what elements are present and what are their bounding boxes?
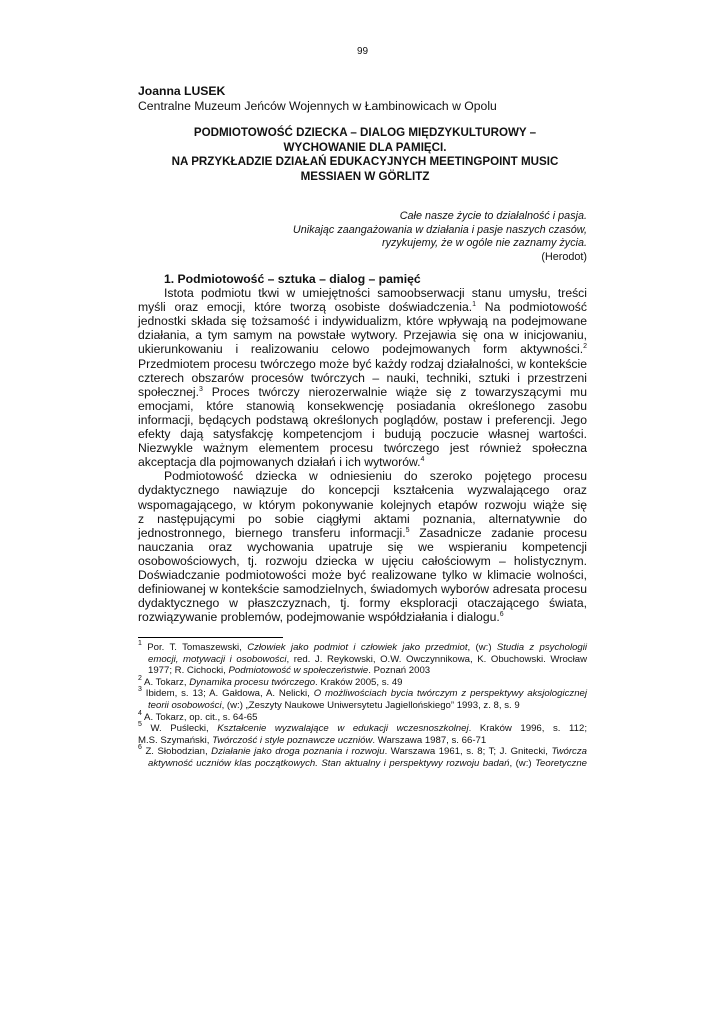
paragraph-line: z następującymi po sobie ciągłymi aktami poznania, alternatywnie do [138, 511, 587, 526]
paragraph-line: społecznej.$^3$ Proces twórczy nierozerwalnie wiąże się z towarzyszącymi mu [138, 384, 587, 399]
paragraph-line: efekty dają satysfakcję kompetencjom i budują poczucie własnej wartości. [138, 427, 587, 442]
author-name: Joanna LUSEK [138, 84, 226, 98]
author-block [138, 84, 497, 114]
epigraph-line: Unikając zaangażowania w działania i pasje naszych czasów, [292, 223, 587, 236]
article-title [140, 126, 590, 184]
paragraph-line: akceptacja dla pojmowanych działań i ich wytworów.$^4$ [138, 455, 425, 470]
paragraph-line: wspomagającego, w którym pokonywanie kolejnych etapów rozwoju wiąże się [138, 497, 587, 512]
footnote-cont: M.S. Szymański, Twórczość i style poznawcze uczniów. Warszawa 1987, s. 66-71 [138, 734, 487, 746]
title-line: MESSIAEN W GÖRLITZ [300, 169, 430, 183]
footnote-cont: teorii osobowości, (w:) „Zeszyty Naukowe Uniwersytetu Jagiellońskiego” 1993, z. 8, s. 9 [148, 699, 520, 711]
paragraph-line: Niezwykle ważnym elementem procesu twórczego jest również społeczna [138, 441, 587, 456]
epigraph-line: ryzykujemy, że w ogóle nie zaznamy życia. [381, 237, 587, 250]
section-heading: 1. Podmiotowość – sztuka – dialog – pamięć [164, 272, 421, 286]
footnote: $^5$ W. Puślecki, Kształcenie wyzwalające w edukacji wczesnoszkolnej. Kraków 1996, s. 112; [138, 721, 587, 735]
author-affiliation: Centralne Muzeum Jeńców Wojennych w Łambinowicach w Opolu [138, 99, 497, 113]
epigraph-source: (Herodot) [541, 251, 587, 264]
paragraph-line: ukierunkowaniu i realizowaniu celowo podejmowanych form aktywności.$^2$ [138, 342, 587, 357]
paragraph-line: Podmiotowość dziecka w odniesieniu do szeroko pojętego procesu [164, 469, 587, 484]
paragraph-line: Doświadczanie podmiotowości może być realizowane tylko w klimacie wolności, [138, 567, 587, 582]
footnote-ref: 5 [405, 526, 410, 534]
footnote: $^2$ A. Tokarz, Dynamika procesu twórczego. Kraków 2005, s. 49 [138, 674, 403, 688]
title-line: WYCHOWANIE DLA PAMIĘCI. [283, 140, 447, 154]
page-number: 99 [356, 46, 369, 57]
article-body [138, 272, 587, 624]
paragraph-line: rozwiązywanie problemów, podejmowanie współdziałania i dialogu.$^6$ [138, 610, 504, 625]
paragraph-line: definiowanej w kontekście samodzielnych, świadomych wyborów adresata procesu [138, 582, 587, 597]
paragraph-line: działania, a tym samym na powstałe wytwory. Przejawia się ona w inicjowaniu, [138, 328, 587, 343]
footnote-ref: 4 [420, 456, 425, 464]
footnote-cont: emocji, motywacji i osobowości, red. J. Reykowski, O.W. Owczynnikowa, K. Obuchowski. Wrocław [148, 653, 587, 665]
epigraph [250, 210, 587, 265]
footnote: $^1$ Por. T. Tomaszewski, Człowiek jako podmiot i człowiek jako przedmiot, (w:) Studia z psychologii [138, 640, 588, 653]
paragraph-line: informacji, będących podstawą określonych poglądów, postaw i preferencji. Jego [138, 412, 587, 427]
footnote-ref: 1 [472, 301, 477, 309]
footnote: $^4$ A. Tokarz, op. cit., s. 64-65 [138, 709, 258, 723]
paragraph-line: nauczania oraz wychowania upatruje się we wspieraniu kompetencji [138, 539, 587, 554]
paragraph-line: czterech obszarów procesów twórczych – nauki, techniki, sztuki i przestrzeni [138, 370, 587, 385]
title-line: NA PRZYKŁADZIE DZIAŁAŃ EDUKACYJNYCH MEETINGPOINT MUSIC [171, 155, 559, 168]
footnote-ref: 6 [499, 611, 504, 619]
footnote-divider [138, 637, 283, 638]
footnote: $^3$ Ibidem, s. 13; A. Gałdowa, A. Nelicki, O możliwościach bycia twórczym z perspektywy aksjologicznej [138, 686, 588, 700]
footnote: $^6$ Z. Słobodzian, Działanie jako droga poznania i rozwoju. Warszawa 1961, s. 8; T; J. Gnitecki, Twórcza [138, 744, 587, 758]
paragraph-line: Istota podmiotu tkwi w umiejętności samoobserwacji stanu umysłu, treści [164, 286, 587, 301]
paragraph-line: jednostronnego, biernego transferu informacji.$^5$ Zasadnicze zadanie procesu [138, 525, 587, 540]
paragraph-line: dydaktycznego w płaszczyznach, tj. formy eksploracji otaczającego świata, [138, 596, 587, 611]
paragraph-line: emocjami, które stanowią konsekwencję posiadania określonego zasobu [138, 398, 587, 413]
paragraph-line: Przedmiotem procesu twórczego może być każdy rodzaj działalności, w kontekście [138, 356, 587, 371]
footnotes [138, 642, 587, 770]
paragraph-line: osobowościowych, tj. rozwoju dziecka w ujęciu całościowym – holistycznym. [138, 553, 587, 568]
paragraph-line: dydaktycznego nawiązuje do koncepcji kształcenia wyzwalającego oraz [138, 483, 587, 498]
footnote-cont: 1977; R. Cichocki, Podmiotowość w społeczeństwie. Poznań 2003 [148, 665, 431, 677]
paragraph-line: jednostki składa się tożsamość i indywidualizm, które wpływają na podejmowane [138, 314, 587, 329]
title-line: PODMIOTOWOŚĆ DZIECKA – DIALOG MIĘDZYKULTUROWY – [193, 126, 537, 139]
footnote-ref: 3 [198, 385, 203, 393]
paragraph-line: myśli oraz emocji, które tworzą osobiste doświadczenia.$^1$ Na podmiotowość [138, 300, 587, 315]
footnote-ref: 2 [583, 343, 587, 351]
epigraph-line: Całe nasze życie to działalność i pasja. [399, 210, 587, 222]
footnote-cont: aktywność uczniów klas początkowych. Stan aktualny i perspektywy rozwoju badań, (w:) Teoretyczne [148, 757, 587, 769]
